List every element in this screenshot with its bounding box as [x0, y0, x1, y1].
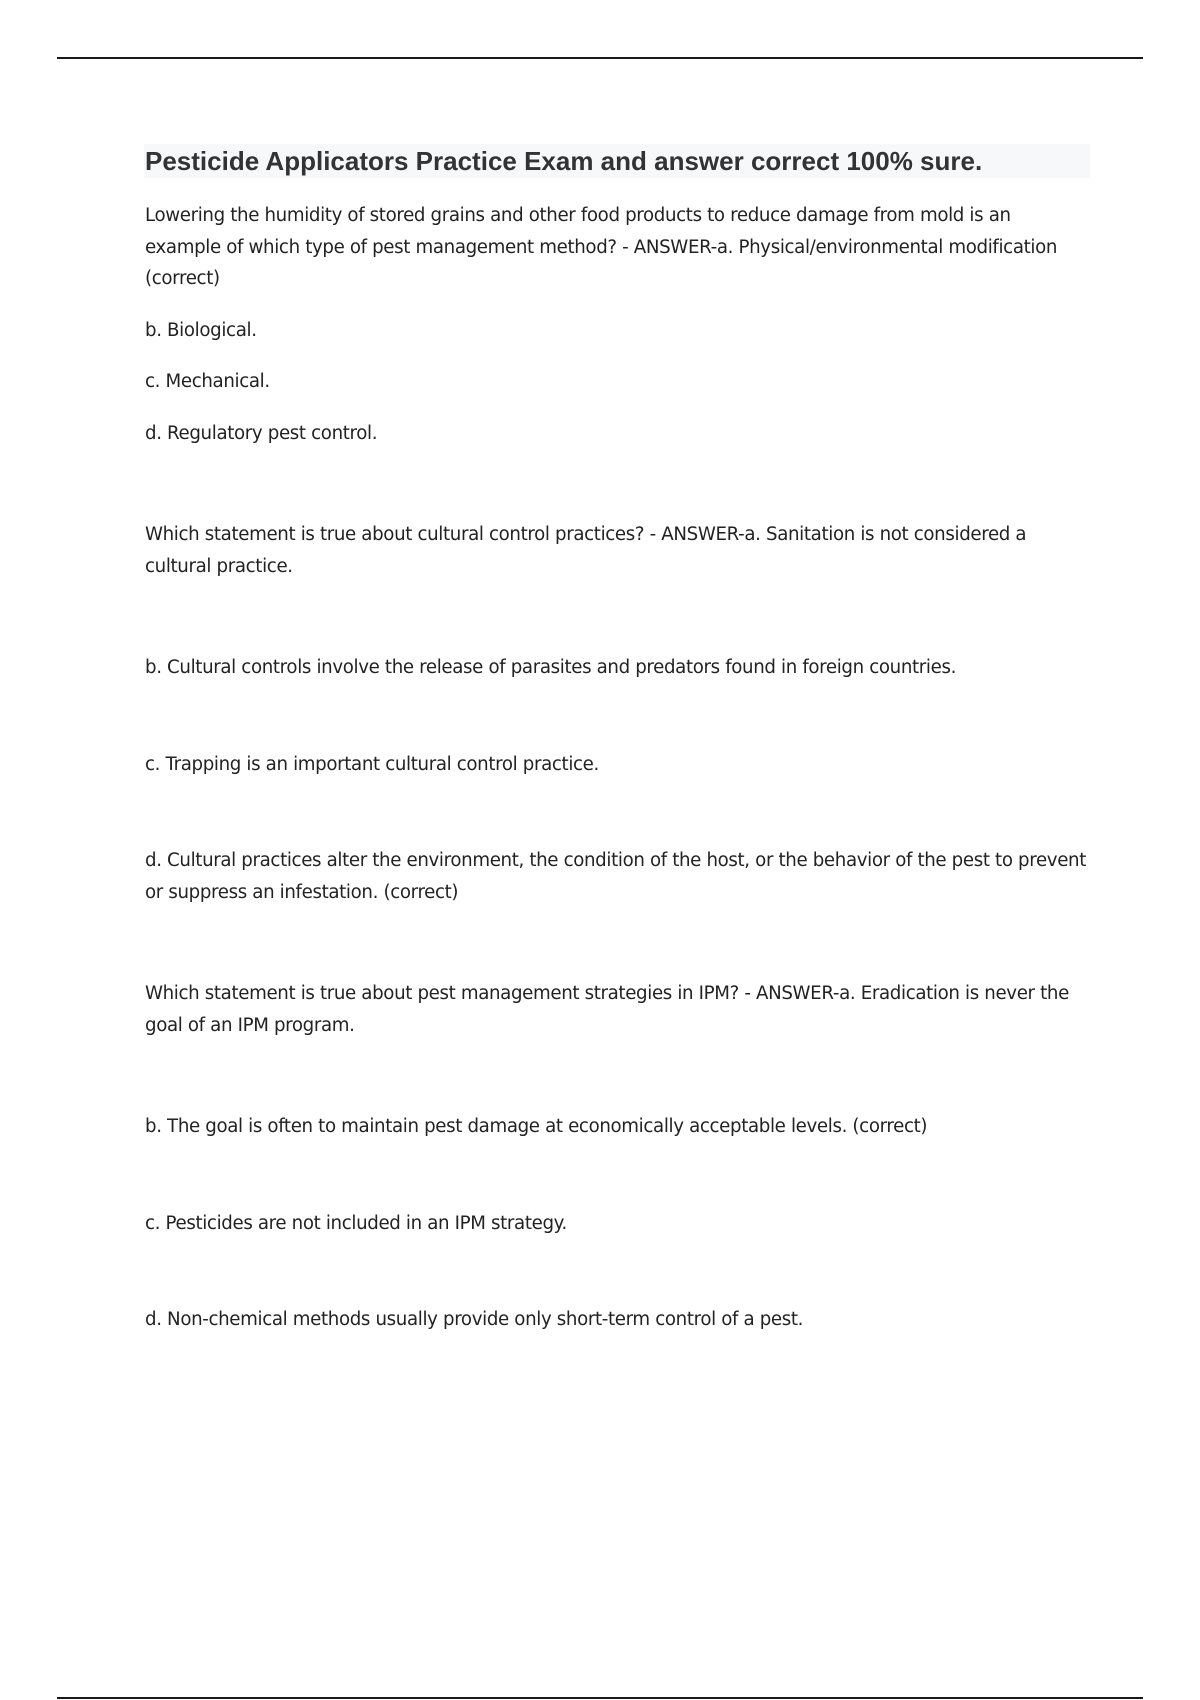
question-3-option-d: d. Non-chemical methods usually provide only short-term control of a pest.	[145, 1309, 804, 1330]
footer-rule	[57, 1697, 1143, 1699]
question-2-option-b: b. Cultural controls involve the release of parasites and predators found in foreign countries.	[145, 657, 957, 678]
question-1-text: Lowering the humidity of stored grains and other food products to reduce damage from mold is an example of which type of pest management method? - ANSWER-a. Physical/environmental modification (correct)	[145, 205, 1058, 289]
question-3-text: Which statement is true about pest management strategies in IPM? - ANSWER-a. Eradication is never the goal of an IPM program.	[145, 983, 1069, 1036]
document-title: Pesticide Applicators Practice Exam and answer correct 100% sure.	[144, 144, 1090, 178]
question-2-option-d: d. Cultural practices alter the environment, the condition of the host, or the behavior of the pest to prevent or suppress an infestation. (correct)	[145, 850, 1087, 903]
header-rule	[57, 57, 1143, 59]
question-2-text: Which statement is true about cultural control practices? - ANSWER-a. Sanitation is not considered a cultural practice.	[145, 524, 1027, 577]
question-3-option-b: b. The goal is often to maintain pest damage at economically acceptable levels. (correct)	[145, 1116, 928, 1137]
question-2-option-c: c. Trapping is an important cultural control practice.	[145, 753, 599, 775]
question-1-option-c: c. Mechanical.	[145, 371, 270, 392]
document-body	[145, 144, 1090, 1336]
question-1-option-d: d. Regulatory pest control.	[145, 422, 378, 444]
question-3-option-c: c. Pesticides are not included in an IPM strategy.	[145, 1212, 567, 1234]
question-1-option-b: b. Biological.	[145, 319, 257, 341]
